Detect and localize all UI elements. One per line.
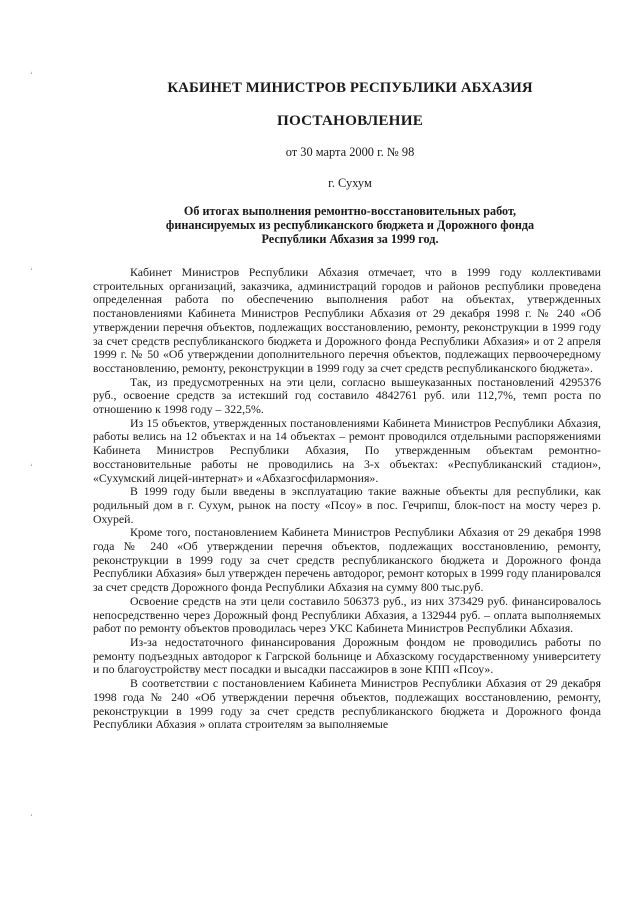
- document-type: ПОСТАНОВЛЕНИЕ: [276, 112, 424, 129]
- subject-line: Об итогах выполнения ремонтно-восстановительных работ,: [183, 204, 517, 218]
- scan-speck: ʻ: [30, 462, 33, 472]
- subject-line: финансируемых из республиканского бюджета и Дорожного фонда: [165, 218, 535, 232]
- body-paragraph: В 1999 году были введены в эксплуатацию такие важные объекты для республики, как родильный дом в г. Сухум, рынок на посту «Псоу» в пос. Гечрипш, блок-пост на мосту через р. Охурей.: [93, 484, 601, 526]
- scan-speck: ʻ: [30, 812, 33, 822]
- body-paragraph: Так, из предусмотренных на эти цели, согласно вышеуказанных постановлений 4295376 руб., освоение средств за истекший год составило 4842761 руб. или 112,7%, темп роста по отношению к 1998 году – 322,5%.: [93, 374, 601, 417]
- document-city: г. Сухум: [328, 176, 372, 190]
- organization-title: КАБИНЕТ МИНИСТРОВ РЕСПУБЛИКИ АБХАЗИЯ: [167, 80, 533, 96]
- body-paragraph: Освоение средств на эти цели составило 506373 руб., из них 373429 руб. финансировалось непосредственно через Дорожный фонд Республики Абхазия, а 132944 руб. – оплата выполняемых работ по ремонту объектов проводилась через УКС Кабинета Министров Республики Абхазия.: [93, 593, 601, 636]
- body-paragraph: Кабинет Министров Республики Абхазия отмечает, что в 1999 году коллективами строительных организаций, заказчика, администраций городов и районов республики проведена определенная работа по обеспечению выполнения работ на объектах, утвержденных постановлениями Кабинета Министров Республики Абхазия от 29 декабря 1998 г. № 240 «Об утверждении перечня объектов, подлежащих восстановлению, ремонту, реконструкции в 1999 году за счет средств республиканского бюджета и Дорожного фонда Республики Абхазия» и от 2 апреля 1999 г. № 50 «Об утверждении дополнительного перечня объектов, подлежащих первоочередному восстановлению, ремонту, реконструкции в 1999 году за счет средств республиканского бюджета».: [93, 265, 601, 375]
- body-paragraph: Кроме того, постановлением Кабинета Министров Республики Абхазия от 29 декабря 1998 года № 240 «Об утверждении перечня объектов, подлежащих восстановлению, ремонту, реконструкции в 1999 году за счет средств республиканского бюджета и Дорожного фонда Республики Абхазия» был утвержден перечень автодорог, ремонт которых в 1999 году планировался за счет средств Дорожного фонда Республики Абхазия на сумму 800 тыс.руб.: [93, 525, 601, 595]
- document-body: [93, 266, 601, 732]
- body-paragraph: В соответствии с постановлением Кабинета Министров Республики Абхазия от 29 декабря 1998 года № 240 «Об утверждении перечня объектов, подлежащих восстановлению, ремонту, реконструкции в 1999 году за счет средств республиканского бюджета и Дорожного фонда Республики Абхазия » оплата строителям за выполняемые: [93, 676, 601, 732]
- document-subject: [150, 204, 550, 246]
- scan-speck: ʻ: [30, 70, 33, 80]
- body-paragraph: Из 15 объектов, утвержденных постановлениями Кабинета Министров Республики Абхазия, работы велись на 12 объектах и на 14 объектах – ремонт проводился отдельными распоряжениями Кабинета Министров Республики Абхазия, По утвержденным объектам ремонтно-восстановительные работы не проводились на 3-х объектах: «Республиканский стадион», «Сухумский лицей-интернат» и «Абхазгосфилармония».: [93, 415, 601, 485]
- document-date-number: от 30 марта 2000 г. № 98: [285, 145, 415, 159]
- body-paragraph: Из-за недостаточного финансирования Дорожным фондом не проводились работы по ремонту подъездных автодорог к Гагрской больнице и Абхазскому государственному университету и по благоустройству мест посадки и высадки пассажиров в зоне КПП «Псоу».: [93, 634, 601, 677]
- scan-speck: ʻ: [30, 266, 33, 276]
- subject-line: Республики Абхазия за 1999 год.: [261, 232, 439, 246]
